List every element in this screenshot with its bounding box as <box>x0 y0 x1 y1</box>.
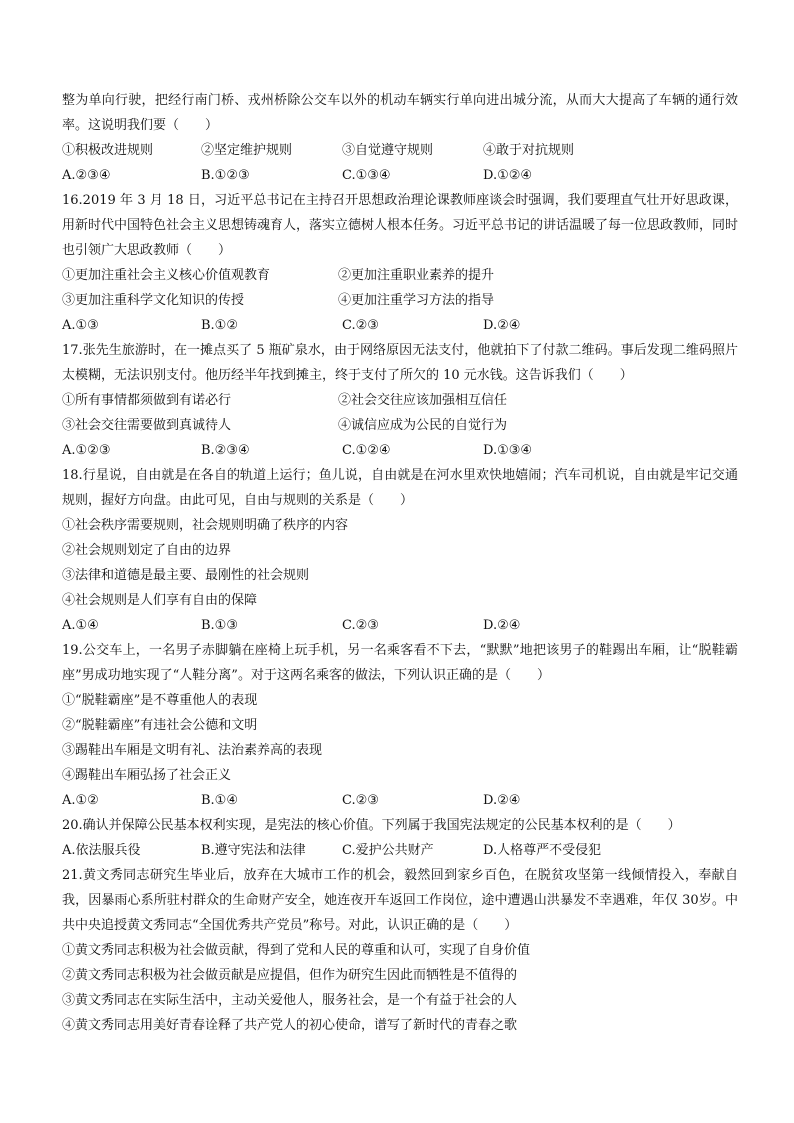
option-d: D.②④ <box>483 618 521 633</box>
option-d: D.②④ <box>483 793 521 808</box>
option-a: A.①②③ <box>62 443 111 458</box>
option-c: C.①②④ <box>342 443 391 458</box>
question-18 <box>62 463 738 638</box>
answer-options <box>62 438 738 463</box>
statement-3: ③社会交往需要做到真诚待人 <box>62 418 232 433</box>
statement-4: ④更加注重学习方法的指导 <box>338 293 495 308</box>
question-stem: 20.确认并保障公民基本权利实现，是宪法的核心价值。下列属于我国宪法规定的公民基本权利的是（ ） <box>62 818 681 833</box>
statement-1: ①社会秩序需要规则，社会规则明确了秩序的内容 <box>62 518 349 533</box>
option-b: B.①④ <box>201 793 238 808</box>
option-c: C.爱护公共财产 <box>342 843 434 858</box>
statement-row <box>62 138 738 163</box>
statement-4: ④敢于对抗规则 <box>483 143 575 158</box>
statement-1: ①积极改进规则 <box>62 143 154 158</box>
option-c: C.①③④ <box>342 168 391 183</box>
question-stem: 18.行星说，自由就是在各自的轨道上运行；鱼儿说，自由就是在河水里欢快地嬉闹；汽车司机说，自由就是牢记交通规则，握好方向盘。由此可见，自由与规则的关系是（ ） <box>62 468 738 508</box>
answer-options <box>62 838 738 863</box>
question-15 <box>62 88 738 188</box>
question-stem: 21.黄文秀同志研究生毕业后，放弃在大城市工作的机会，毅然回到家乡百色，在脱贫攻坚第一线倾情投入，奉献自我，因暴雨心系所驻村群众的生命财产安全，她连夜开车返回工作岗位，途中遭遇山洪暴发不幸遇难，年仅 30岁。中共中央追授黄文秀同志“全国优秀共产党员”称号。对此，认识正确的是（ ） <box>62 868 738 933</box>
answer-options <box>62 163 738 188</box>
option-a: A.①③ <box>62 318 99 333</box>
statement-2: ②社会规则划定了自由的边界 <box>62 543 232 558</box>
statement-4: ④社会规则是人们享有自由的保障 <box>62 593 258 608</box>
statement-3: ③黄文秀同志在实际生活中，主动关爱他人，服务社会，是一个有益于社会的人 <box>62 993 518 1008</box>
answer-options <box>62 313 738 338</box>
statement-2: ②“脱鞋霸座”有违社会公德和文明 <box>62 718 258 733</box>
statement-row <box>62 288 738 313</box>
statement-4: ④踢鞋出车厢弘扬了社会正义 <box>62 768 232 783</box>
option-b: B.①②③ <box>201 168 250 183</box>
question-19 <box>62 638 738 813</box>
option-c: C.②③ <box>342 318 379 333</box>
statement-4: ④黄文秀同志用美好青春诠释了共产党人的初心使命，谱写了新时代的青春之歌 <box>62 1018 518 1033</box>
question-17 <box>62 338 738 463</box>
option-c: C.②③ <box>342 793 379 808</box>
statement-2: ②坚定维护规则 <box>201 143 293 158</box>
statement-1: ①更加注重社会主义核心价值观教育 <box>62 268 271 283</box>
option-b: B.遵守宪法和法律 <box>201 843 306 858</box>
question-stem: 17.张先生旅游时，在一摊点买了 5 瓶矿泉水，由于网络原因无法支付，他就拍下了付款二维码。事后发现二维码照片太模糊，无法识别支付。他历经半年找到摊主，终于支付了所欠的 10 元水钱。这告诉我们（ ） <box>62 343 738 383</box>
option-b: B.①② <box>201 318 238 333</box>
statement-2: ②社会交往应该加强相互信任 <box>338 393 508 408</box>
statement-2: ②更加注重职业素养的提升 <box>338 268 495 283</box>
option-a: A.②③④ <box>62 168 111 183</box>
question-stem: 19.公交车上，一名男子赤脚躺在座椅上玩手机，另一名乘客看不下去，“默默”地把该男子的鞋踢出车厢，让“脱鞋霸座”男成功地实现了“人鞋分离”。对于这两名乘客的做法，下列认识正确的是（ ） <box>62 643 738 683</box>
statement-3: ③法律和道德是最主要、最刚性的社会规则 <box>62 568 310 583</box>
statement-row <box>62 388 738 413</box>
statement-1: ①黄文秀同志积极为社会做贡献，得到了党和人民的尊重和认可，实现了自身价值 <box>62 943 531 958</box>
answer-options <box>62 788 738 813</box>
option-b: B.②③④ <box>201 443 250 458</box>
statement-3: ③踢鞋出车厢是文明有礼、法治素养高的表现 <box>62 743 323 758</box>
option-b: B.①③ <box>201 618 238 633</box>
question-stem: 整为单向行驶，把经行南门桥、戎州桥除公交车以外的机动车辆实行单向进出城分流，从而大大提高了车辆的通行效率。这说明我们要（ ） <box>62 93 738 133</box>
question-stem: 16.2019 年 3 月 18 日，习近平总书记在主持召开思想政治理论课教师座谈会时强调，我们要理直气壮开好思政课，用新时代中国特色社会主义思想铸魂育人，落实立德树人根本任务。习近平总书记的讲话温暖了每一位思政教师，同时也引领广大思政教师（ ） <box>62 193 739 258</box>
option-d: D.①③④ <box>483 443 533 458</box>
option-d: D.①②④ <box>483 168 533 183</box>
statement-3: ③自觉遵守规则 <box>342 143 434 158</box>
option-d: D.②④ <box>483 318 521 333</box>
answer-options <box>62 613 738 638</box>
statement-4: ④诚信应成为公民的自觉行为 <box>338 418 508 433</box>
option-c: C.②③ <box>342 618 379 633</box>
option-a: A.①② <box>62 793 99 808</box>
question-20 <box>62 813 738 863</box>
statement-row <box>62 263 738 288</box>
option-a: A.依法服兵役 <box>62 843 141 858</box>
statement-1: ①所有事情都须做到有诺必行 <box>62 393 232 408</box>
option-d: D.人格尊严不受侵犯 <box>483 843 602 858</box>
statement-3: ③更加注重科学文化知识的传授 <box>62 293 245 308</box>
option-a: A.①④ <box>62 618 99 633</box>
question-list <box>62 88 738 1038</box>
question-16 <box>62 188 738 338</box>
statement-row <box>62 413 738 438</box>
question-21 <box>62 863 738 1038</box>
statement-2: ②黄文秀同志积极为社会做贡献是应提倡，但作为研究生因此而牺牲是不值得的 <box>62 968 518 983</box>
statement-1: ①“脱鞋霸座”是不尊重他人的表现 <box>62 693 258 708</box>
